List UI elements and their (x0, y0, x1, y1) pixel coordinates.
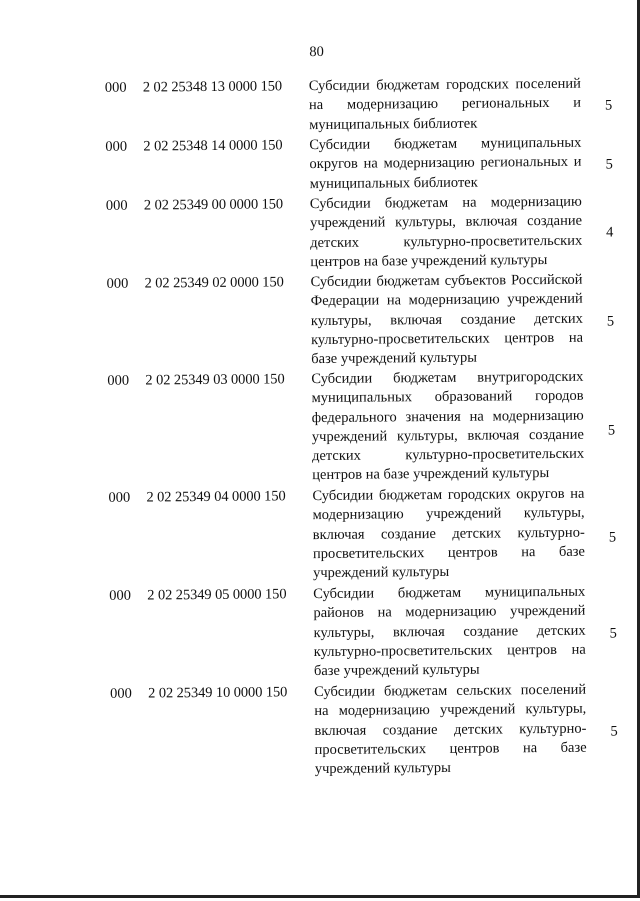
admin-code: 000 (109, 587, 131, 606)
admin-code: 000 (108, 489, 130, 508)
budget-code: 2 02 25349 04 0000 150 (146, 487, 285, 507)
amount: 5 (607, 313, 614, 330)
table-row (0, 74, 637, 80)
amount: 5 (609, 529, 616, 546)
amount: 5 (605, 156, 612, 173)
budget-code: 2 02 25349 03 0000 150 (145, 370, 284, 390)
page-number: 80 (0, 41, 637, 64)
amount: 4 (606, 224, 613, 241)
admin-code: 000 (110, 685, 132, 704)
admin-code: 000 (106, 275, 128, 294)
income-description: Субсидии бюджетам городских поселений на модернизацию региональных и муниципальных библиотек (309, 75, 581, 135)
admin-code: 000 (105, 79, 127, 98)
budget-code: 2 02 25349 05 0000 150 (147, 585, 286, 605)
budget-code: 2 02 25349 02 0000 150 (144, 273, 283, 293)
income-description: Субсидии бюджетам сельских поселений на модернизацию учреждений культуры, включая создание детских культурно-просветительских центров на базе учреждений культуры (314, 681, 587, 780)
income-description: Субсидии бюджетам городских округов на модернизацию учреждений культуры, включая создание детских культурно-просветительских центров на базе учреждений культуры (312, 485, 585, 584)
admin-code: 000 (107, 372, 129, 391)
budget-code: 2 02 25348 14 0000 150 (143, 136, 282, 156)
income-description: Субсидии бюджетам муниципальных округов на модернизацию региональных и муниципальных библиотек (309, 134, 581, 194)
budget-code: 2 02 25349 10 0000 150 (148, 683, 287, 703)
budget-code: 2 02 25349 00 0000 150 (144, 195, 283, 215)
income-description: Субсидии бюджетам на модернизацию учреждений культуры, включая создание детских культурно-просветительских центров на базе учреждений культуры (310, 193, 583, 273)
admin-code: 000 (106, 197, 128, 216)
amount: 5 (605, 97, 612, 114)
income-description: Субсидии бюджетам внутригородских муниципальных образований городов федерального значения на модернизацию учреждений культуры, включая создание детских культурно-просветительских центров на базе учреждений культуры (311, 368, 584, 486)
income-description: Субсидии бюджетам субъектов Российской Федерации на модернизацию учреждений культуры, включая создание детских культурно-просветительских центров на базе учреждений культуры (310, 271, 583, 370)
amount: 5 (608, 422, 615, 439)
amount: 5 (610, 625, 617, 642)
income-description: Субсидии бюджетам муниципальных районов на модернизацию учреждений культуры, включая создание детских культурно-просветительских центров на базе учреждений культуры (313, 583, 586, 682)
amount: 5 (610, 723, 617, 740)
admin-code: 000 (105, 138, 127, 157)
budget-code: 2 02 25348 13 0000 150 (143, 77, 282, 97)
